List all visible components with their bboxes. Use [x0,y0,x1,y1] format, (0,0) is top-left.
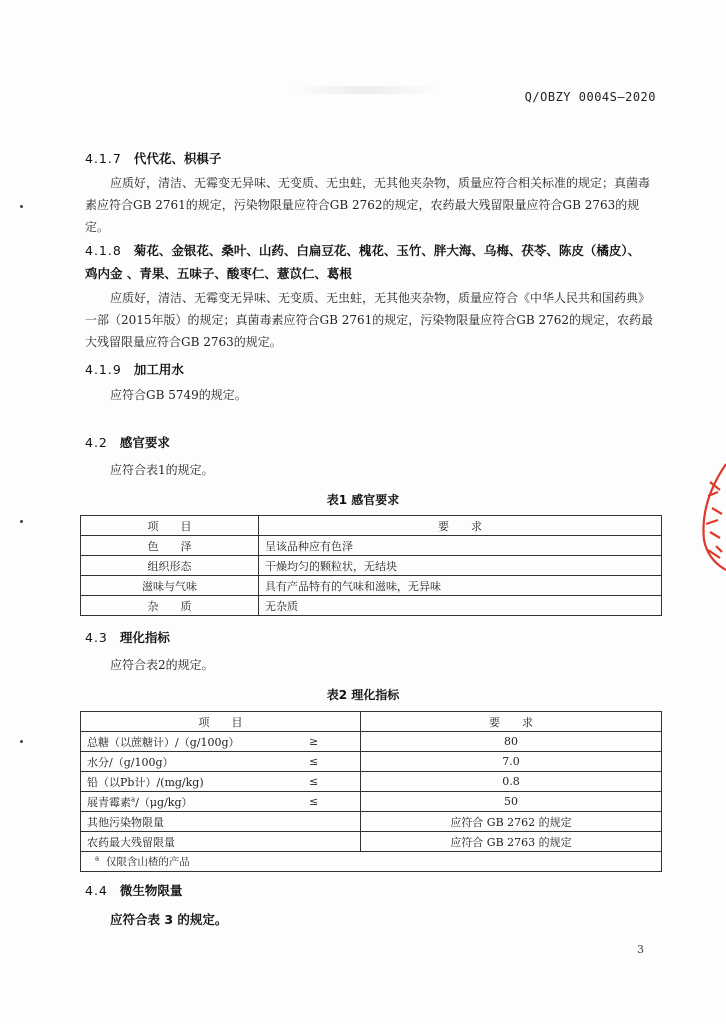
table-cell: 呈该品种应有色泽 [259,536,662,556]
table2-caption: 表2 理化指标 [326,688,400,702]
binding-hole-mark [20,740,23,743]
table-cell [81,792,304,812]
section-title: 加工用水 [133,362,184,377]
section-title: 感官要求 [119,435,170,450]
footnote-marker: a [95,854,100,863]
section-number: 4.2 [85,435,108,450]
table-header-row [81,712,662,732]
section-number: 4.1.8 [85,243,122,258]
heading-4-1-7 [85,149,221,167]
binding-hole-mark [20,205,23,208]
section-number: 4.4 [85,883,108,898]
table-header-cell: 项 目 [81,712,361,732]
table-cell: ≤ [303,792,361,812]
section-title: 菊花、金银花、桑叶、山药、白扁豆花、槐花、玉竹、胖大海、乌梅、茯苓、陈皮（橘皮）、 [133,243,641,258]
table-header-row [81,516,662,536]
table-cell: 具有产品特有的气味和滋味，无异味 [259,576,662,596]
table-cell: 无杂质 [259,596,662,616]
table-cell: 杂 质 [81,596,259,616]
table-cell: ≤ [303,772,361,792]
heading-4-2 [85,433,170,451]
table-cell: 应符合 GB 2762 的规定 [361,812,662,832]
table-cell: ≥ [303,732,361,752]
table-cell [303,812,361,832]
footnote-marker: a [131,794,136,803]
table-cell: 滋味与气味 [81,576,259,596]
binding-hole-mark [20,520,23,523]
table-cell: 80 [361,732,662,752]
section-title: 代代花、枳椇子 [133,151,222,166]
footnote-text: 仅限含山楂的产品 [105,856,190,868]
heading-4-1-8 [85,241,640,259]
physicochemical-table [80,711,662,872]
table-note-row [81,852,662,872]
table-header-cell: 要 求 [259,516,662,536]
table-row [81,596,662,616]
table-cell: 7.0 [361,752,662,772]
paragraph-4-1-9: 应符合GB 5749的规定。 [110,388,247,402]
scan-artifact [290,86,440,94]
table-cell: 色 泽 [81,536,259,556]
paragraph-4-3: 应符合表2的规定。 [110,658,214,672]
table-header-cell: 要 求 [361,712,662,732]
table-note [81,852,662,872]
table-row [81,772,662,792]
table-row [81,752,662,772]
table-cell: 组织形态 [81,556,259,576]
table-cell: 其他污染物限量 [81,812,304,832]
paragraph-4-4: 应符合表 3 的规定。 [110,912,228,927]
red-seal-stamp [696,462,726,572]
heading-4-1-9 [85,360,184,378]
item-name: 展青霉素 [87,795,131,809]
table-cell: 农药最大残留限量 [81,832,304,852]
table1-caption: 表1 感官要求 [326,493,400,507]
paragraph-4-2: 应符合表1的规定。 [110,463,214,477]
table-row [81,732,662,752]
table-cell: 水分/（g/100g） [81,752,304,772]
table-cell: 铅（以Pb计）/(mg/kg) [81,772,304,792]
page-number: 3 [637,943,644,956]
table-row [81,556,662,576]
section-title: 理化指标 [119,630,170,645]
table-row [81,812,662,832]
table-cell: 总糖（以蔗糖计）/（g/100g） [81,732,304,752]
table-header-cell: 项 目 [81,516,259,536]
section-title: 微生物限量 [119,883,183,898]
table-cell: ≤ [303,752,361,772]
sensory-table [80,515,662,616]
table-cell [303,832,361,852]
table-row [81,536,662,556]
section-number: 4.1.9 [85,362,122,377]
table-cell: 干燥均匀的颗粒状，无结块 [259,556,662,576]
table-row [81,832,662,852]
section-number: 4.3 [85,630,108,645]
heading-4-3 [85,628,170,646]
table-cell: 应符合 GB 2763 的规定 [361,832,662,852]
table-row [81,576,662,596]
item-unit: /（μg/kg） [135,795,193,809]
table-cell: 50 [361,792,662,812]
standard-code: Q/OBZY 0004S—2020 [524,90,656,104]
heading-4-4 [85,881,182,899]
table-row [81,792,662,812]
section-number: 4.1.7 [85,151,122,166]
paragraph-4-1-8: 应质好，清洁、无霉变无异味、无变质、无虫蛀，无其他夹杂物，质量应符合《中华人民共和国药典》一部（2015年版）的规定；真菌毒素应符合GB 2761的规定，污染物限量应符合GB 2762的规定，农药最大残留限量应符合GB 2763的规定。 [85,291,654,349]
heading-4-1-8-line2: 鸡内金 、青果、五味子、酸枣仁、薏苡仁、葛根 [85,266,352,281]
paragraph-4-1-7: 应质好，清洁、无霉变无异味、无变质、无虫蛀，无其他夹杂物，质量应符合相关标准的规定；真菌毒素应符合GB 2761的规定，污染物限量应符合GB 2762的规定，农药最大残留限量应符合GB 2763的规定。 [85,176,651,234]
table-cell: 0.8 [361,772,662,792]
